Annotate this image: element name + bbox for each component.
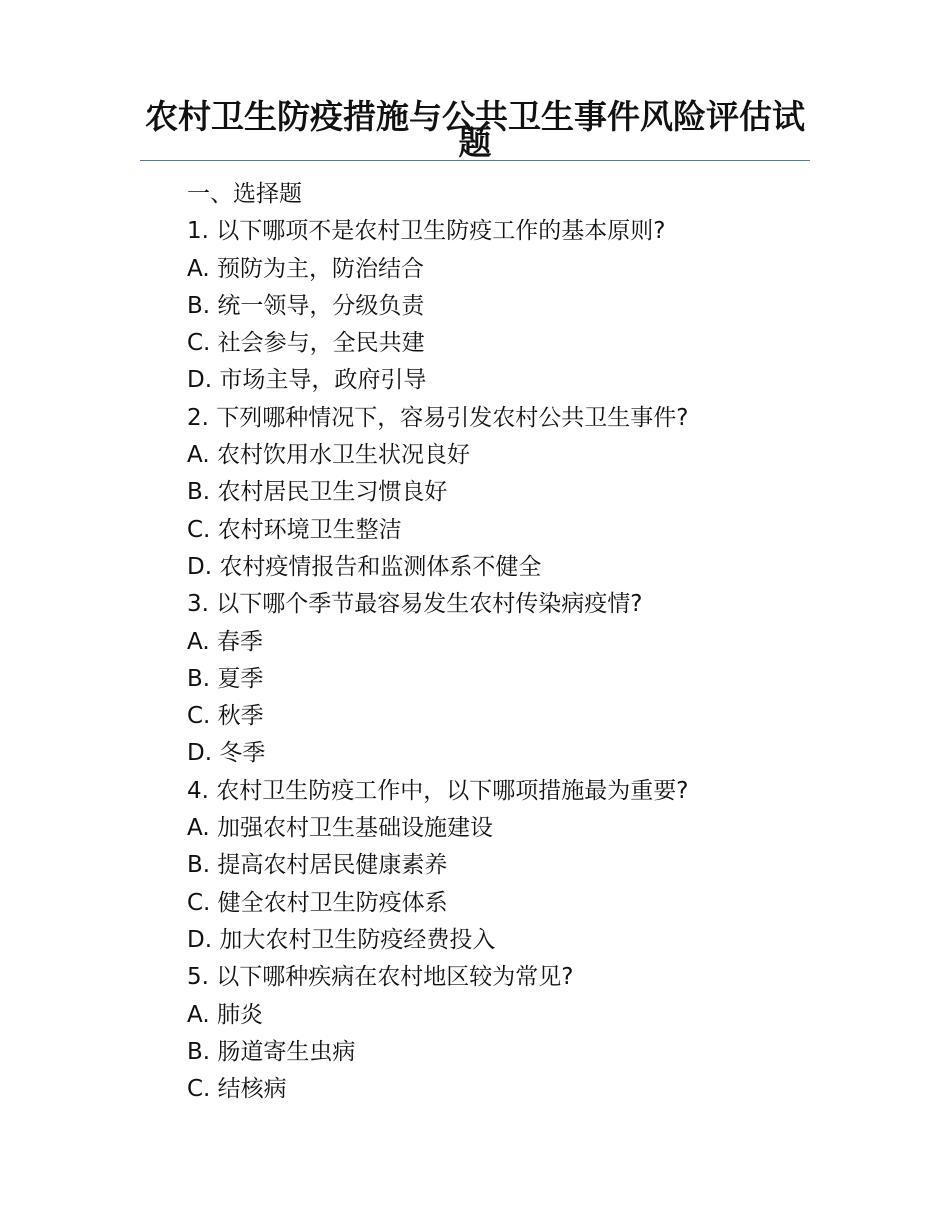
question-4-option-a: A. 加强农村卫生基础设施建设 [187, 815, 493, 842]
question-5-option-a: A. 肺炎 [187, 1001, 263, 1028]
question-5: 5. 以下哪种疾病在农村地区较为常见? [187, 964, 574, 991]
section-heading: 一、选择题 [187, 181, 302, 207]
question-2-option-c: C. 农村环境卫生整洁 [187, 516, 402, 543]
question-2-option-b: B. 农村居民卫生习惯良好 [187, 479, 448, 506]
question-3-option-d: D. 冬季 [187, 740, 266, 767]
question-2-option-a: A. 农村饮用水卫生状况良好 [187, 442, 470, 469]
question-2-option-d: D. 农村疫情报告和监测体系不健全 [187, 553, 542, 580]
question-1: 1. 以下哪项不是农村卫生防疫工作的基本原则? [187, 218, 666, 245]
title-divider [140, 160, 810, 161]
question-5-option-b: B. 肠道寄生虫病 [187, 1038, 356, 1065]
question-1-option-d: D. 市场主导，政府引导 [187, 367, 427, 394]
question-1-option-b: B. 统一领导，分级负责 [187, 292, 425, 319]
question-3-option-c: C. 秋季 [187, 703, 264, 730]
question-4-option-d: D. 加大农村卫生防疫经费投入 [187, 926, 496, 953]
question-4-option-c: C. 健全农村卫生防疫体系 [187, 889, 448, 916]
question-1-option-a: A. 预防为主，防治结合 [187, 255, 424, 282]
question-4-option-b: B. 提高农村居民健康素养 [187, 852, 448, 879]
question-5-option-c: C. 结核病 [187, 1076, 287, 1103]
question-3: 3. 以下哪个季节最容易发生农村传染病疫情? [187, 591, 643, 618]
question-2: 2. 下列哪种情况下，容易引发农村公共卫生事件? [187, 404, 689, 431]
question-4: 4. 农村卫生防疫工作中，以下哪项措施最为重要? [187, 777, 689, 804]
question-3-option-a: A. 春季 [187, 628, 263, 655]
page-title: 农村卫生防疫措施与公共卫生事件风险评估试题 [145, 97, 805, 162]
question-3-option-b: B. 夏季 [187, 665, 264, 692]
question-1-option-c: C. 社会参与，全民共建 [187, 330, 425, 357]
question-list [187, 176, 688, 1108]
